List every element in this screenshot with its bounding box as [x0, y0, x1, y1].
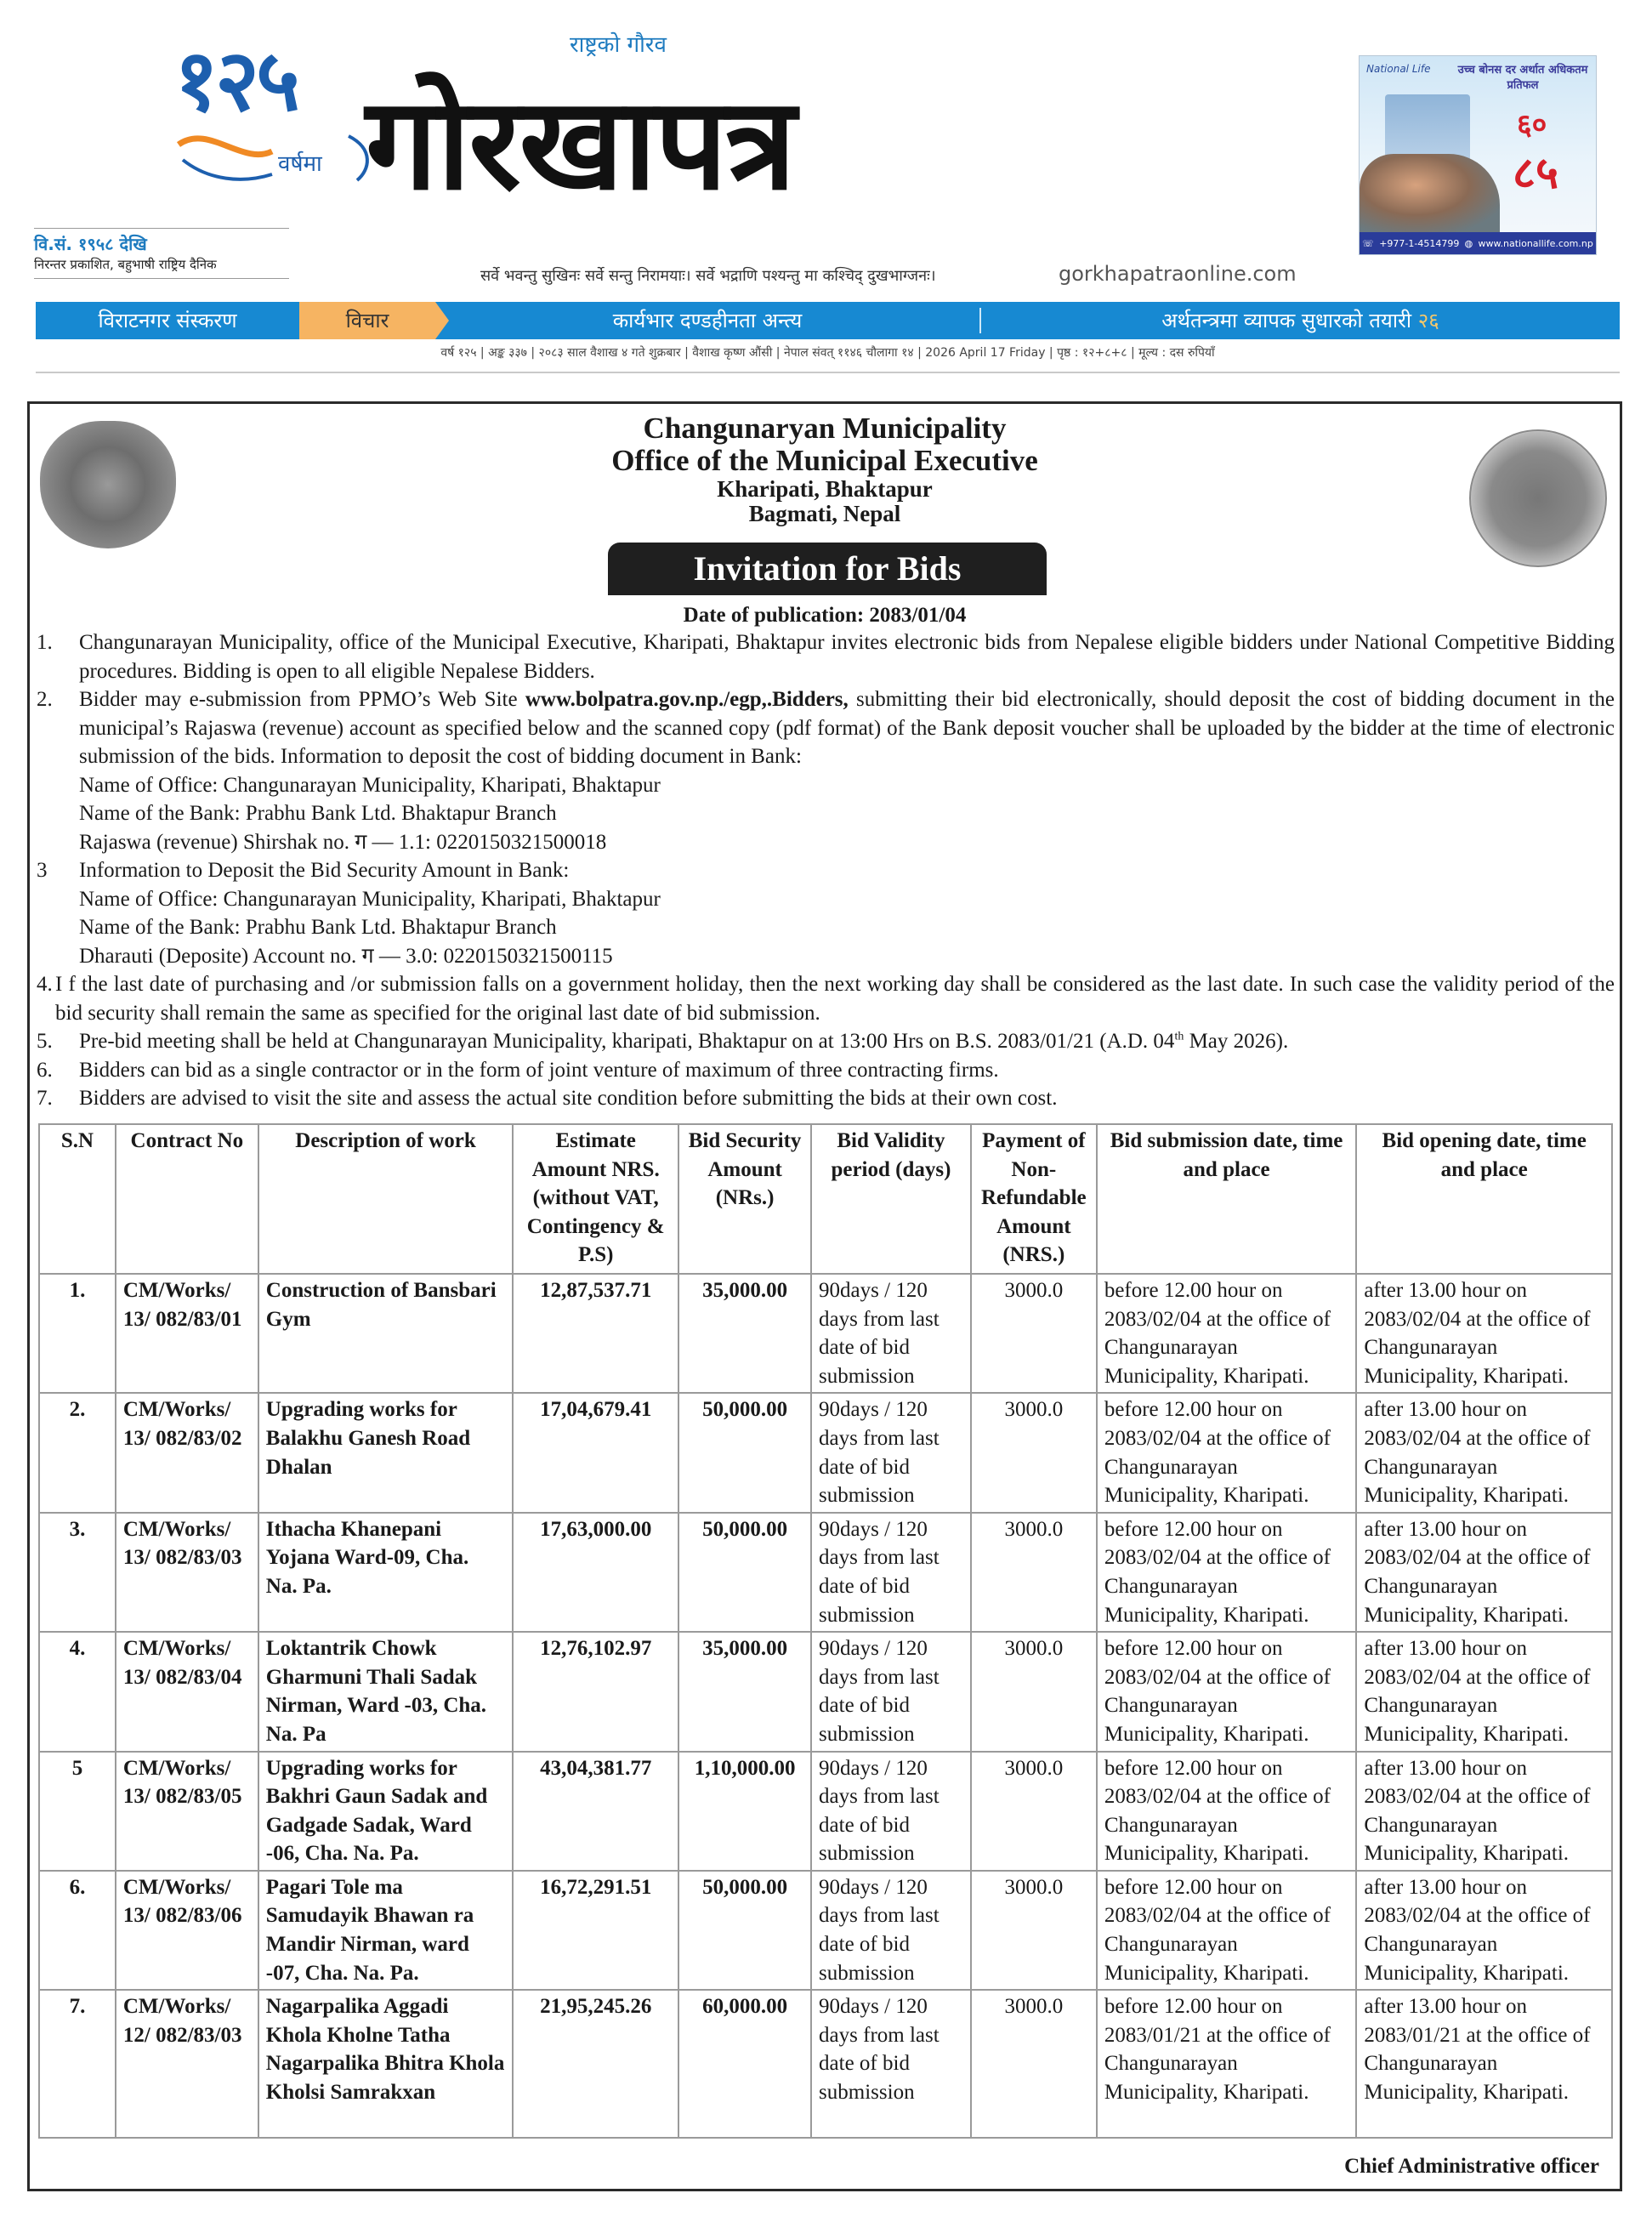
bolpatra-link[interactable]: www.bolpatra.gov.np./egp,.Bidders, — [525, 688, 849, 711]
contract-number: CM/Works/ 13/ 082/83/06 — [116, 1871, 258, 1990]
bid-security: 1,10,000.00 — [678, 1752, 811, 1871]
paragraph-text: Information to Deposit the Bid Security Amount in Bank: — [79, 859, 570, 882]
non-refundable-fee: 3000.0 — [971, 1632, 1097, 1751]
col-header-security: Bid Security Amount (NRs.) — [678, 1124, 811, 1274]
bid-validity: 90days / 120 days from last date of bid submission — [811, 1632, 971, 1751]
paragraph-text-post: submitting their bid electronically, should deposit the cost of bidding document in the municipal’s Rajaswa (revenue) account as specified below and the scanned copy (pdf format) of the Bank deposit voucher shall be uploaded by the bidder at the time of electronic submission of the bids. Information to deposit the cost of bidding document in Bank: — [79, 688, 1615, 768]
paragraph-1 — [37, 628, 1615, 685]
bid-validity: 90days / 120 days from last date of bid submission — [811, 1274, 971, 1393]
dateline: वर्ष १२५ | अङ्क ३३७ | २०८३ साल वैशाख ४ गते शुक्रबार | वैशाख कृष्ण औंसी | नेपाल संवत् ११४६ चौलागा १४ | 2026 April 17 Friday | पृष्ठ : १२+८+८ | मूल्य : दस रुपियाँ — [440, 346, 1215, 360]
paragraph-number: 5. — [37, 1030, 53, 1053]
bid-validity: 90days / 120 days from last date of bid submission — [811, 1752, 971, 1871]
estimate-amount: 12,76,102.97 — [513, 1632, 678, 1751]
office-name: Office of the Municipal Executive — [611, 443, 1038, 477]
submission-details: before 12.00 hour on 2083/02/04 at the office of Changunarayan Municipality, Kharipati. — [1097, 1393, 1357, 1512]
publication-date: Date of publication: 2083/01/04 — [683, 604, 967, 627]
opening-details: after 13.00 hour on 2083/02/04 at the office of Changunarayan Municipality, Kharipati. — [1356, 1871, 1612, 1990]
work-description: Construction of Bansbari Gym — [258, 1274, 514, 1393]
contract-number: CM/Works/ 13/ 082/83/02 — [116, 1393, 258, 1512]
headline-2-text: अर्थतन्त्रमा व्यापक सुधारको तयारी — [1161, 308, 1412, 332]
work-description: Pagari Tole ma Samudayik Bhawan ra Mandir Nirman, ward -07, Cha. Na. Pa. — [258, 1871, 514, 1990]
paragraph-7 — [37, 1084, 1615, 1113]
notice-paragraphs — [37, 628, 1615, 1113]
section-bar — [36, 302, 1620, 339]
bid-validity: 90days / 120 days from last date of bid submission — [811, 1393, 971, 1512]
paragraph-text — [79, 685, 1615, 771]
col-header-validity: Bid Validity period (days) — [811, 1124, 971, 1274]
advertisement[interactable] — [1359, 55, 1597, 255]
col-header-opening: Bid opening date, time and place — [1356, 1124, 1612, 1274]
bid-validity: 90days / 120 days from last date of bid submission — [811, 1871, 971, 1990]
col-header-sn: S.N — [39, 1124, 116, 1274]
estimate-amount: 17,04,679.41 — [513, 1393, 678, 1512]
serial-number: 7. — [39, 1990, 116, 2138]
col-header-contract: Contract No — [116, 1124, 258, 1274]
since-box — [34, 228, 289, 279]
work-description: Upgrading works for Bakhri Gaun Sadak and Gadgade Sadak, Ward -06, Cha. Na. Pa. — [258, 1752, 514, 1871]
non-refundable-fee: 3000.0 — [971, 1990, 1097, 2138]
bid-security: 50,000.00 — [678, 1871, 811, 1990]
paragraph-text: Changunarayan Municipality, office of the Municipal Executive, Kharipati, Bhaktapur invites electronic bids from Nepalese eligible bidders under National Competitive Bidding procedures. Bidding is open to all eligible Nepalese Bidders. — [79, 631, 1615, 683]
bid-notice — [27, 401, 1622, 2191]
address-line-2: Bagmati, Nepal — [748, 500, 901, 526]
people-image — [1360, 154, 1500, 232]
non-refundable-fee: 3000.0 — [971, 1513, 1097, 1632]
col-header-submission: Bid submission date, time and place — [1097, 1124, 1357, 1274]
paragraph-number: 6. — [37, 1058, 53, 1082]
contract-number: CM/Works/ 12/ 082/83/03 — [116, 1990, 258, 2138]
bid-security: 35,000.00 — [678, 1632, 811, 1751]
col-header-fee: Payment of Non-Refundable Amount (NRS.) — [971, 1124, 1097, 1274]
paragraph-number: 1. — [37, 631, 53, 654]
work-description: Ithacha Khanepani Yojana Ward-09, Cha. Na. Pa. — [258, 1513, 514, 1632]
paragraph-6 — [37, 1056, 1615, 1085]
estimate-amount: 43,04,381.77 — [513, 1752, 678, 1871]
paragraph-text-pre: Bidder may e-submission from PPMO’s Web Site — [79, 688, 518, 711]
table-row — [39, 1274, 1612, 1393]
table-row — [39, 1632, 1612, 1751]
serial-number: 2. — [39, 1393, 116, 1512]
paragraph-3 — [37, 856, 1615, 885]
divider — [36, 372, 1620, 373]
anniversary-number: १२५ — [174, 31, 297, 130]
estimate-amount: 12,87,537.71 — [513, 1274, 678, 1393]
website-link[interactable]: gorkhapatraonline.com — [1059, 262, 1297, 286]
contract-number: CM/Works/ 13/ 082/83/05 — [116, 1752, 258, 1871]
bid-validity: 90days / 120 days from last date of bid submission — [811, 1990, 971, 2138]
serial-number: 6. — [39, 1871, 116, 1990]
ordinal-suffix: th — [1174, 1030, 1184, 1043]
opening-details: after 13.00 hour on 2083/02/04 at the office of Changunarayan Municipality, Kharipati. — [1356, 1274, 1612, 1393]
signature: Chief Administrative officer — [1344, 2155, 1599, 2178]
ad-headline: उच्च बोनस दर अर्थात अधिकतम प्रतिफल — [1457, 64, 1588, 92]
headline-link-2[interactable] — [981, 309, 1620, 333]
table-header-row — [39, 1124, 1612, 1274]
contract-number: CM/Works/ 13/ 082/83/03 — [116, 1513, 258, 1632]
non-refundable-fee: 3000.0 — [971, 1274, 1097, 1393]
paragraph-text-pre: Pre-bid meeting shall be held at Changunarayan Municipality, kharipati, Bhaktapur on at 13:00 Hrs on B.S. 2083/01/21 (A.D. 04 — [79, 1030, 1175, 1053]
table-row — [39, 1871, 1612, 1990]
anniversary-label: वर्षमा — [278, 151, 322, 177]
since-line: वि.सं. १९५८ देखि — [34, 234, 147, 254]
paragraph-4 — [37, 970, 1615, 1027]
estimate-amount: 21,95,245.26 — [513, 1990, 678, 2138]
bids-table — [38, 1123, 1613, 2139]
work-description: Upgrading works for Balakhu Ganesh Road Dhalan — [258, 1393, 514, 1512]
serial-number: 3. — [39, 1513, 116, 1632]
serial-number: 1. — [39, 1274, 116, 1393]
bid-security: 50,000.00 — [678, 1513, 811, 1632]
paragraph-number: 4. — [37, 973, 53, 996]
anniversary-logo — [174, 31, 370, 187]
submission-details: before 12.00 hour on 2083/02/04 at the office of Changunarayan Municipality, Kharipati. — [1097, 1274, 1357, 1393]
notice-title: Invitation for Bids — [608, 543, 1047, 595]
work-description: Nagarpalika Aggadi Khola Kholne Tatha Nagarpalika Bhitra Khola Kholsi Samrakxan — [258, 1990, 514, 2138]
opening-details: after 13.00 hour on 2083/02/04 at the office of Changunarayan Municipality, Kharipati. — [1356, 1752, 1612, 1871]
estimate-amount: 17,63,000.00 — [513, 1513, 678, 1632]
headline-2-page: २६ — [1417, 308, 1439, 332]
ad-footer — [1360, 232, 1596, 254]
paragraph-number: 3 — [37, 859, 48, 882]
estimate-amount: 16,72,291.51 — [513, 1871, 678, 1990]
table-row — [39, 1990, 1612, 2138]
submission-details: before 12.00 hour on 2083/02/04 at the office of Changunarayan Municipality, Kharipati. — [1097, 1752, 1357, 1871]
opening-details: after 13.00 hour on 2083/02/04 at the office of Changunarayan Municipality, Kharipati. — [1356, 1632, 1612, 1751]
paragraph-text — [79, 1027, 1615, 1056]
ad-url: www.nationallife.com.np — [1478, 237, 1593, 249]
newspaper-title: गोरखापत्र — [366, 71, 795, 219]
contract-number: CM/Works/ 13/ 082/83/04 — [116, 1632, 258, 1751]
submission-details: before 12.00 hour on 2083/02/04 at the office of Changunarayan Municipality, Kharipati. — [1097, 1632, 1357, 1751]
paragraph-number: 2. — [37, 688, 53, 711]
section-tab-vichar[interactable]: विचार — [299, 302, 435, 339]
bid-security: 60,000.00 — [678, 1990, 811, 2138]
motto: सर्वे भवन्तु सुखिनः सर्वे सन्तु निरामयाः। सर्वे भद्राणि पश्यन्तु मा कश्चिद् दुखभाग्जनः। — [480, 267, 936, 285]
non-refundable-fee: 3000.0 — [971, 1871, 1097, 1990]
ad-phone: +977-1-4514799 — [1379, 237, 1460, 249]
deposit-account: Dharauti (Deposite) Account no. ग — 3.0: 0220150321500115 — [79, 944, 613, 968]
submission-details: before 12.00 hour on 2083/02/04 at the office of Changunarayan Municipality, Kharipati. — [1097, 1871, 1357, 1990]
since-subline: निरन्तर प्रकाशित, बहुभाषी राष्ट्रिय दैनिक — [34, 257, 217, 272]
work-description: Loktantrik Chowk Gharmuni Thali Sadak Nirman, Ward -03, Cha. Na. Pa — [258, 1632, 514, 1751]
table-row — [39, 1513, 1612, 1632]
notice-header — [30, 412, 1620, 526]
bid-security: 50,000.00 — [678, 1393, 811, 1512]
paragraph-text: Bidders can bid as a single contractor or in the form of joint venture of maximum of three contracting firms. — [79, 1058, 999, 1082]
edition-label: विराटनगर संस्करण — [98, 308, 237, 332]
opening-details: after 13.00 hour on 2083/01/21 at the office of Changunarayan Municipality, Kharipati. — [1356, 1990, 1612, 2138]
ad-amount-2: ८५ — [1513, 148, 1559, 199]
table-row — [39, 1393, 1612, 1512]
bid-security: 35,000.00 — [678, 1274, 811, 1393]
org-name: Changunaryan Municipality — [643, 412, 1007, 445]
revenue-account: Rajaswa (revenue) Shirshak no. ग — 1.1: 0220150321500018 — [79, 830, 607, 854]
deposit-office: Name of Office: Changunarayan Municipality, Kharipati, Bhaktapur — [79, 887, 661, 911]
headline-link-1[interactable]: कार्यभार दण्डहीनता अन्त्य — [612, 308, 803, 332]
serial-number: 4. — [39, 1632, 116, 1751]
bank-name: Name of the Bank: Prabhu Bank Ltd. Bhaktapur Branch — [79, 802, 557, 825]
paragraph-5 — [37, 1027, 1615, 1056]
serial-number: 5 — [39, 1752, 116, 1871]
col-header-description: Description of work — [258, 1124, 514, 1274]
globe-icon: ◍ — [1464, 237, 1473, 249]
deposit-bank: Name of the Bank: Prabhu Bank Ltd. Bhaktapur Branch — [79, 916, 557, 939]
submission-details: before 12.00 hour on 2083/01/21 at the office of Changunarayan Municipality, Kharipati. — [1097, 1990, 1357, 2138]
address-line-1: Kharipati, Bhaktapur — [717, 475, 933, 502]
paragraph-text-post: May 2026). — [1184, 1030, 1289, 1053]
col-header-estimate: Estimate Amount NRS. (without VAT, Contingency & P.S) — [513, 1124, 678, 1274]
opening-details: after 13.00 hour on 2083/02/04 at the office of Changunarayan Municipality, Kharipati. — [1356, 1513, 1612, 1632]
phone-icon: ☏ — [1362, 237, 1374, 249]
contract-number: CM/Works/ 13/ 082/83/01 — [116, 1274, 258, 1393]
ad-amount-1: ६० — [1517, 108, 1547, 142]
paragraph-text: I f the last date of purchasing and /or submission falls on a government holiday, then the next working day shall be considered as the last date. In such case the validity period of the bid security shall remain the same as specified for the original last date of bid submission. — [55, 973, 1615, 1025]
paragraph-text: Bidders are advised to visit the site and assess the actual site condition before submitting the bids at their own cost. — [79, 1087, 1058, 1110]
submission-details: before 12.00 hour on 2083/02/04 at the office of Changunarayan Municipality, Kharipati. — [1097, 1513, 1357, 1632]
non-refundable-fee: 3000.0 — [971, 1752, 1097, 1871]
tagline: राष्ट्रको गौरव — [570, 32, 667, 58]
opening-details: after 13.00 hour on 2083/02/04 at the office of Changunarayan Municipality, Kharipati. — [1356, 1393, 1612, 1512]
ad-brand: National Life — [1366, 63, 1431, 75]
table-row — [39, 1752, 1612, 1871]
paragraph-number: 7. — [37, 1087, 53, 1110]
bank-office: Name of Office: Changunarayan Municipality, Kharipati, Bhaktapur — [79, 773, 661, 797]
paragraph-2 — [37, 685, 1615, 771]
bid-validity: 90days / 120 days from last date of bid submission — [811, 1513, 971, 1632]
non-refundable-fee: 3000.0 — [971, 1393, 1097, 1512]
